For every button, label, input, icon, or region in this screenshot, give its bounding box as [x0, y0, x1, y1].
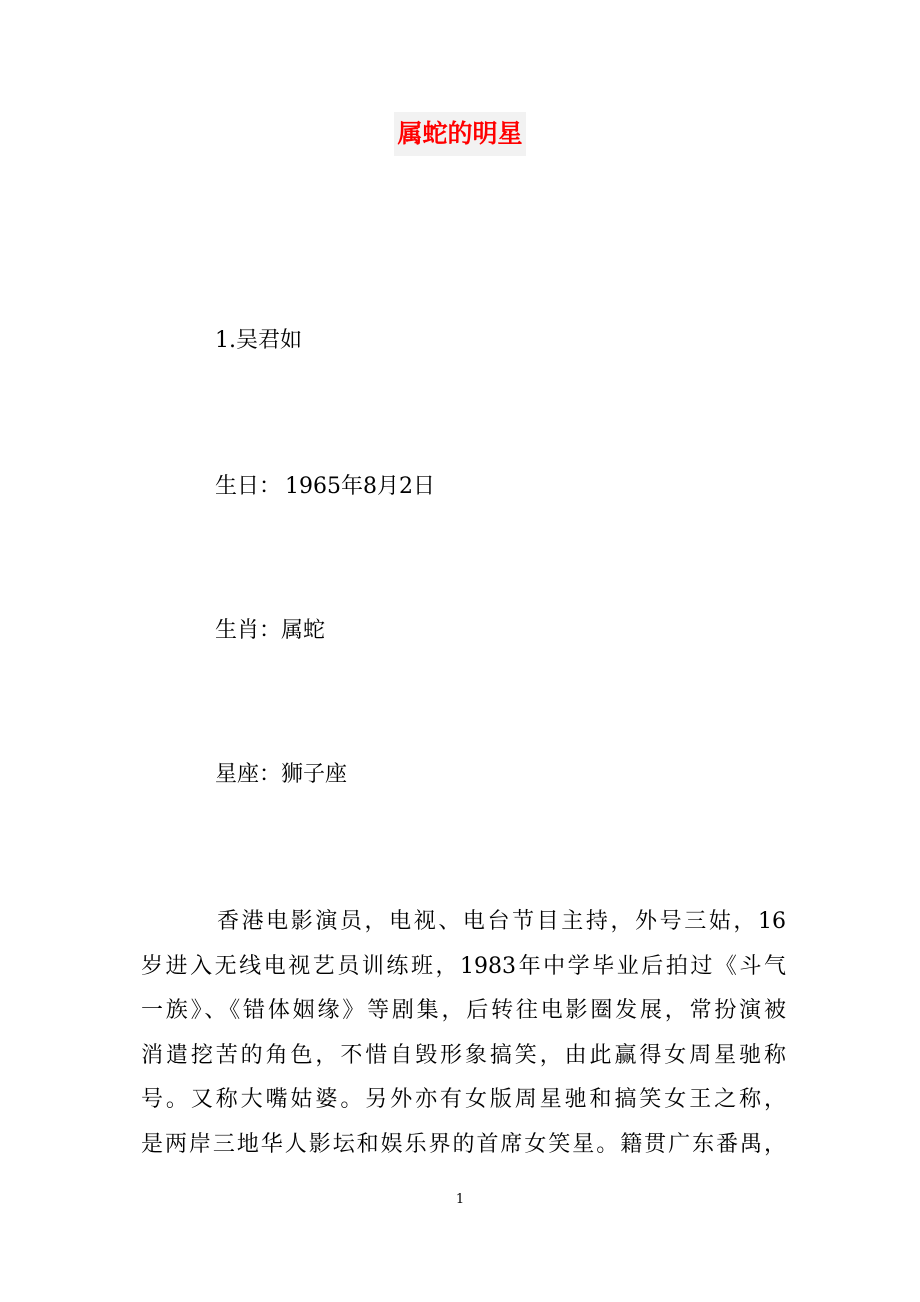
biography-paragraph — [141, 900, 786, 1168]
zodiac-value: 属蛇 — [281, 618, 326, 643]
paragraph-line: 消遣挖苦的角色，不惜自毁形象搞笑，由此赢得女周星驰称 — [141, 1042, 786, 1068]
entry-name: 1.吴君如 — [215, 328, 302, 353]
zodiac-field — [215, 616, 325, 646]
entry-heading — [215, 326, 302, 356]
page-number: 1 — [455, 1192, 465, 1207]
star-sign-value: 狮子座 — [281, 762, 348, 787]
star-sign-label: 星座： — [215, 762, 282, 787]
paragraph-line: 岁进入无线电视艺员训练班，1983年中学毕业后拍过《斗气 — [141, 953, 786, 979]
paragraph-line: 一族》、《错体姻缘》等剧集，后转往电影圈发展，常扮演被 — [141, 998, 786, 1024]
star-sign-field — [215, 760, 347, 790]
birthday-field — [215, 472, 435, 502]
birthday-label: 生日： — [215, 474, 282, 499]
birthday-value: 1965年8月2日 — [285, 474, 435, 499]
paragraph-line: 是两岸三地华人影坛和娱乐界的首席女笑星。籍贯广东番禺， — [141, 1131, 786, 1157]
paragraph-line: 香港电影演员，电视、电台节目主持，外号三姑，16 — [217, 909, 786, 934]
paragraph-line: 号。又称大嘴姑婆。另外亦有女版周星驰和搞笑女王之称， — [141, 1087, 786, 1113]
title-text: 属蛇的明星 — [394, 112, 525, 156]
document-title — [0, 112, 920, 156]
zodiac-label: 生肖： — [215, 618, 282, 643]
